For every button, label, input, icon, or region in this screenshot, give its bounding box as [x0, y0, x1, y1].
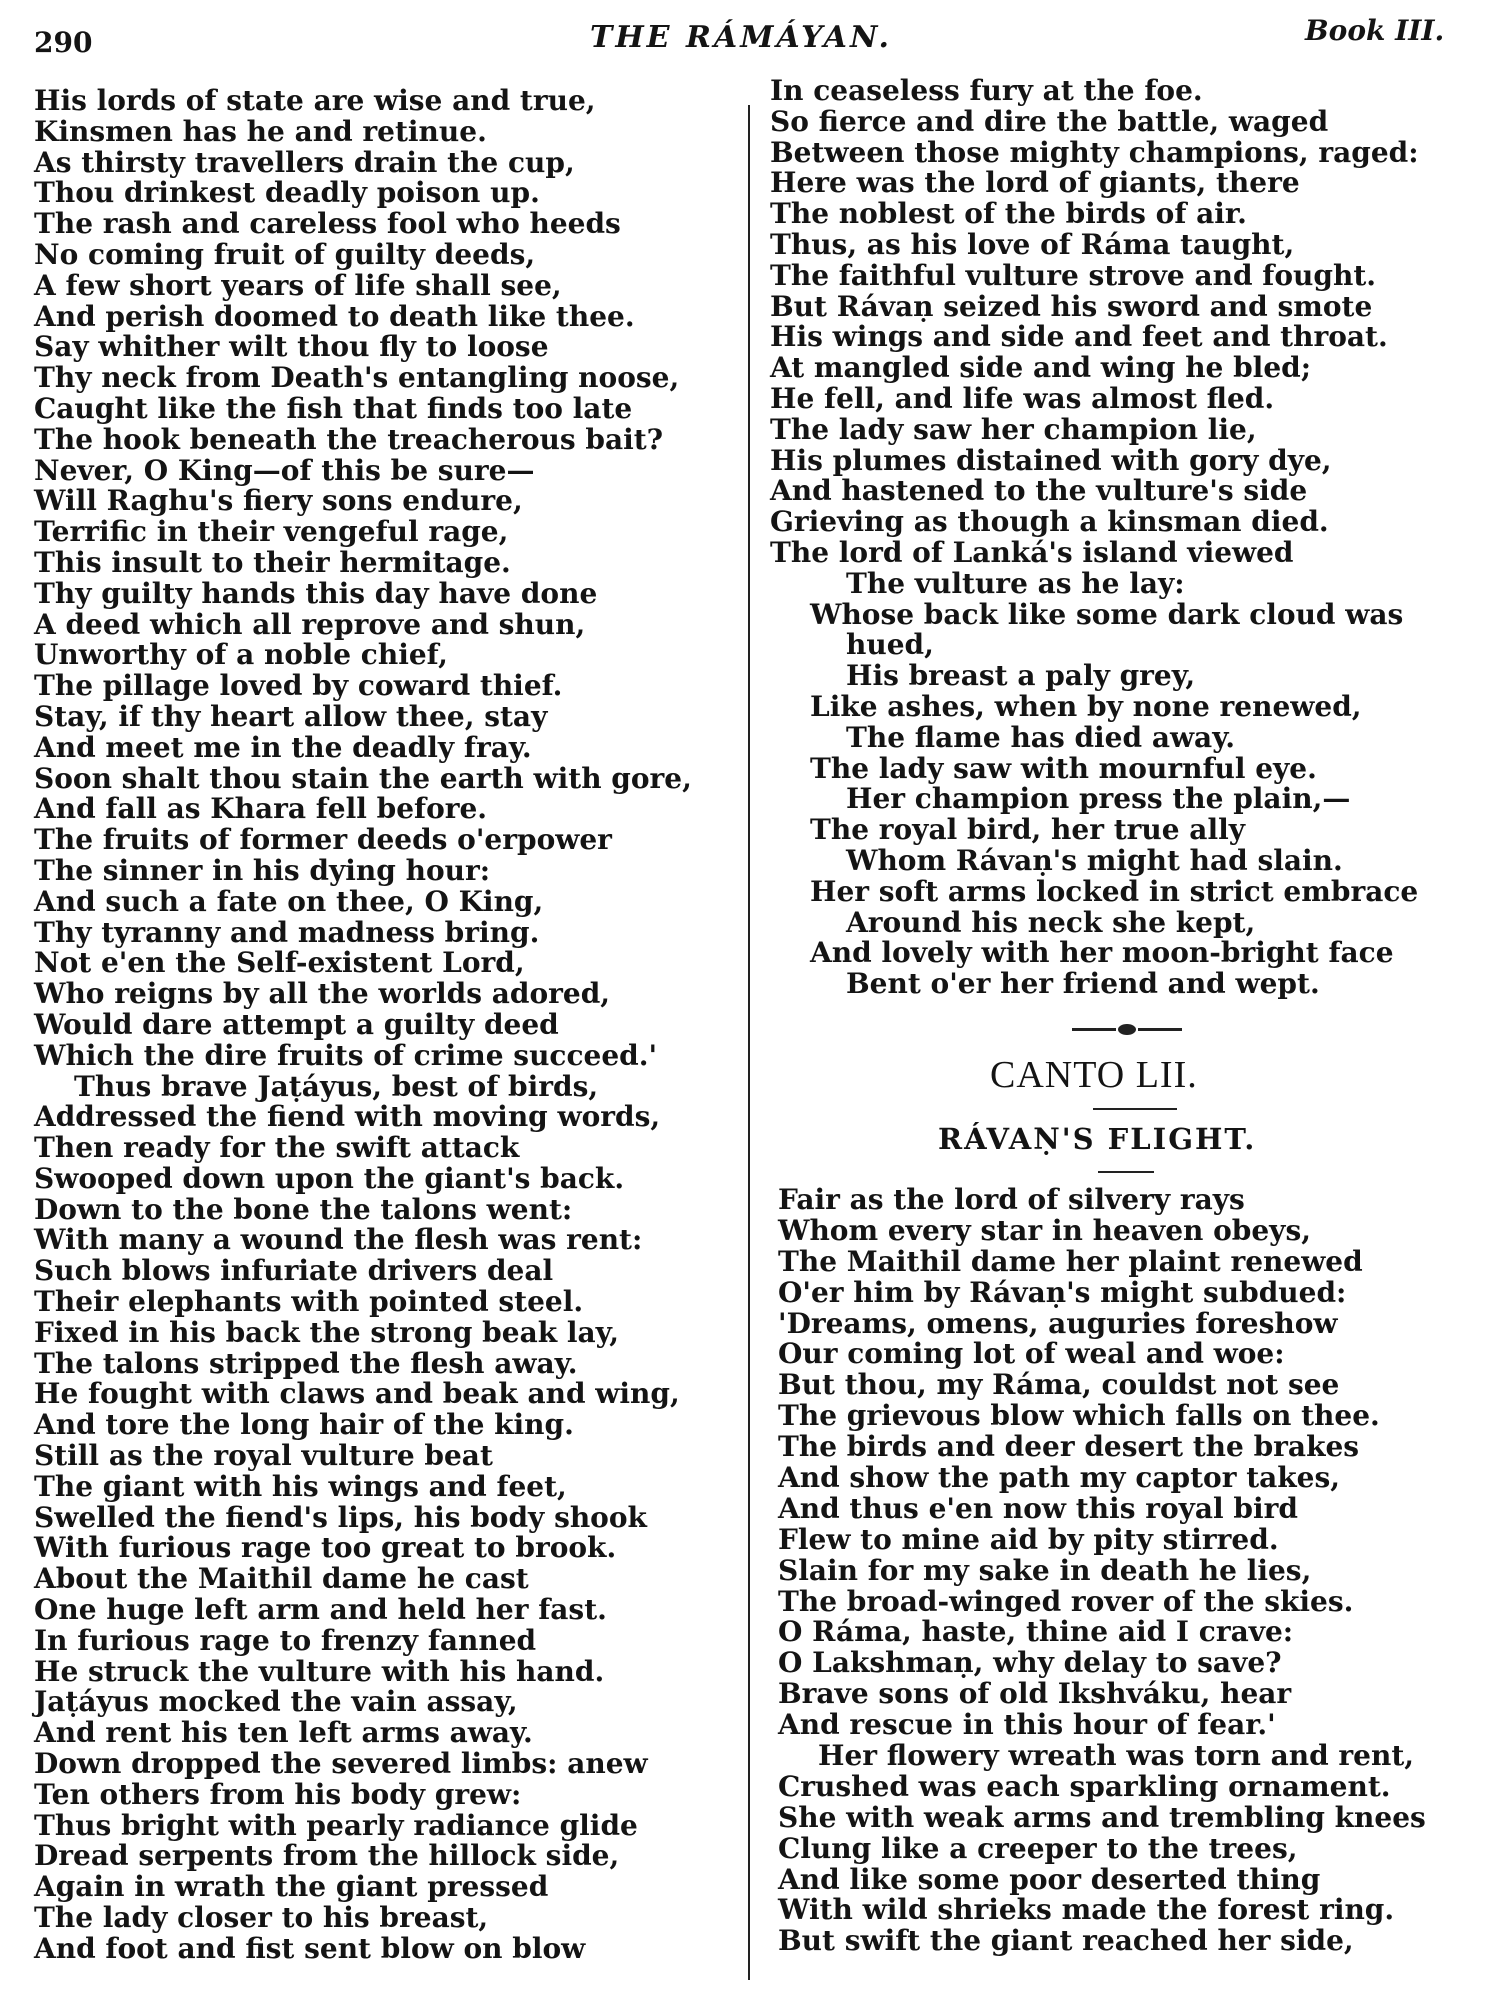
- canto-rule: [1093, 1108, 1177, 1110]
- verse-line: But swift the giant reached her side,: [778, 1924, 1354, 1958]
- verse-line: His lords of state are wise and true,: [34, 84, 596, 117]
- verse-line: He struck the vulture with his hand.: [34, 1654, 605, 1688]
- verse-line: The rash and careless fool who heeds: [34, 207, 621, 241]
- verse-line: His breast a paly grey,: [846, 659, 1196, 693]
- verse-line: And show the path my captor takes,: [778, 1461, 1340, 1495]
- verse-line: Kinsmen has he and retinue.: [34, 114, 487, 148]
- running-title: THE RÁMÁYAN.: [590, 20, 892, 55]
- book-label: Book III.: [1305, 14, 1445, 47]
- verse-line: He fell, and life was almost fled.: [770, 381, 1275, 415]
- verse-line: So fierce and dire the battle, waged: [770, 104, 1329, 138]
- canto-heading: CANTO LII.: [990, 1054, 1198, 1096]
- verse-line: The talons stripped the flesh away.: [34, 1346, 578, 1380]
- verse-line: This insult to their hermitage.: [34, 545, 511, 579]
- ornament-dot: [1118, 1024, 1136, 1035]
- page-number: 290: [34, 26, 93, 59]
- verse-line: And tore the long hair of the king.: [34, 1408, 574, 1442]
- verse-line: The lady saw with mournful eye.: [810, 751, 1317, 785]
- verse-line: Fair as the lord of silvery rays: [778, 1183, 1245, 1216]
- verse-line: The pillage loved by coward thief.: [34, 669, 563, 703]
- verse-line: The sinner in his dying hour:: [34, 853, 491, 887]
- section-rule: [1098, 1171, 1154, 1173]
- verse-line: With many a wound the flesh was rent:: [34, 1223, 643, 1257]
- verse-line: His wings and side and feet and throat.: [770, 320, 1388, 354]
- verse-line: He fought with claws and beak and wing,: [34, 1377, 680, 1411]
- verse-line: Terrific in their vengeful rage,: [34, 515, 509, 549]
- verse-line: And perish doomed to death like thee.: [34, 299, 635, 333]
- verse-line: The Maithil dame her plaint renewed: [778, 1244, 1363, 1278]
- verse-line: And such a fate on thee, O King,: [34, 884, 544, 918]
- verse-line: Addressed the fiend with moving words,: [34, 1100, 661, 1134]
- verse-line: Here was the lord of giants, there: [770, 166, 1300, 200]
- verse-line: O Ráma, haste, thine aid I crave:: [778, 1615, 1294, 1649]
- verse-line: One huge left arm and held her fast.: [34, 1593, 607, 1627]
- verse-line: Her soft arms locked in strict embrace: [810, 874, 1419, 908]
- verse-line: The lord of Lanká's island viewed: [770, 535, 1294, 569]
- verse-line: Crushed was each sparkling ornament.: [778, 1769, 1391, 1803]
- verse-line: She with weak arms and trembling knees: [778, 1800, 1426, 1834]
- verse-line: And like some poor deserted thing: [778, 1862, 1321, 1896]
- verse-line: The lady saw her champion lie,: [770, 412, 1257, 446]
- verse-line: And thus e'en now this royal bird: [778, 1491, 1298, 1525]
- verse-line: And rescue in this hour of fear.': [778, 1708, 1276, 1742]
- verse-line: Never, O King—of this be sure—: [34, 453, 535, 487]
- verse-line: Swelled the fiend's lips, his body shook: [34, 1500, 647, 1534]
- verse-line: Swooped down upon the giant's back.: [34, 1161, 625, 1195]
- verse-line: Thy tyranny and madness bring.: [34, 915, 540, 949]
- verse-line: But thou, my Ráma, couldst not see: [778, 1368, 1340, 1402]
- column-divider: [748, 105, 750, 1980]
- verse-line: Jaṭáyus mocked the vain assay,: [34, 1685, 518, 1719]
- verse-line: Thus brave Jaṭáyus, best of birds,: [74, 1069, 599, 1103]
- verse-line: Caught like the fish that finds too late: [34, 391, 633, 425]
- verse-line: Down dropped the severed limbs: anew: [34, 1747, 648, 1781]
- verse-line: Like ashes, when by none renewed,: [810, 689, 1362, 723]
- verse-line: Fixed in his back the strong beak lay,: [34, 1315, 619, 1349]
- verse-line: Say whither wilt thou fly to loose: [34, 330, 549, 364]
- verse-line: Thy guilty hands this day have done: [34, 576, 598, 610]
- verse-line: About the Maithil dame he cast: [34, 1562, 529, 1596]
- verse-line: With furious rage too great to brook.: [34, 1531, 617, 1565]
- verse-line: Brave sons of old Ikshváku, hear: [778, 1677, 1292, 1711]
- verse-line: Would dare attempt a guilty deed: [34, 1007, 559, 1041]
- verse-line: The vulture as he lay:: [846, 566, 1185, 600]
- verse-line: Whom Rávaṇ's might had slain.: [846, 843, 1343, 877]
- page-header: [0, 8, 1500, 68]
- verse-line: His plumes distained with gory dye,: [770, 443, 1332, 477]
- verse-line: Grieving as though a kinsman died.: [770, 505, 1329, 539]
- verse-line: The noblest of the birds of air.: [770, 197, 1247, 231]
- verse-line: The fruits of former deeds o'erpower: [34, 823, 612, 857]
- verse-line: Whose back like some dark cloud was: [810, 597, 1404, 631]
- left-column: [34, 86, 734, 1965]
- verse-line: The grievous blow which falls on thee.: [778, 1399, 1380, 1433]
- verse-line: And hastened to the vulture's side: [770, 474, 1308, 508]
- verse-line: And fall as Khara fell before.: [34, 792, 488, 826]
- verse-line: The hook beneath the treacherous bait?: [34, 422, 664, 456]
- verse-line: As thirsty travellers drain the cup,: [34, 145, 575, 179]
- verse-line: Between those mighty champions, raged:: [770, 135, 1419, 169]
- verse-line: Their elephants with pointed steel.: [34, 1285, 584, 1319]
- section-heading: RÁVAṆ'S FLIGHT.: [938, 1122, 1257, 1156]
- verse-line: Thus bright with pearly radiance glide: [34, 1808, 638, 1842]
- verse-line: 'Dreams, omens, auguries foreshow: [778, 1306, 1338, 1340]
- verse-line: Around his neck she kept,: [846, 905, 1256, 939]
- right-column-top: [770, 76, 1480, 1000]
- verse-line: Who reigns by all the worlds adored,: [34, 977, 611, 1011]
- verse-line: Flew to mine aid by pity stirred.: [778, 1522, 1279, 1556]
- verse-line: Bent o'er her friend and wept.: [846, 967, 1320, 1001]
- section-ornament: [1072, 1023, 1182, 1037]
- ornament-bar-left: [1072, 1028, 1116, 1031]
- ornament-bar-right: [1138, 1028, 1182, 1031]
- verse-line: The faithful vulture strove and fought.: [770, 258, 1377, 292]
- verse-line: Such blows infuriate drivers deal: [34, 1254, 554, 1288]
- verse-line: In furious rage to frenzy fanned: [34, 1623, 537, 1657]
- verse-line: Ten others from his body grew:: [34, 1777, 522, 1811]
- right-column-bottom: [778, 1185, 1488, 1957]
- verse-line: And meet me in the deadly fray.: [34, 730, 532, 764]
- verse-line: Will Raghu's fiery sons endure,: [34, 484, 523, 518]
- verse-line: The lady closer to his breast,: [34, 1901, 489, 1935]
- verse-line: With wild shrieks made the forest ring.: [778, 1893, 1395, 1927]
- verse-line: Still as the royal vulture beat: [34, 1439, 493, 1473]
- verse-line: The broad-winged rover of the skies.: [778, 1584, 1354, 1618]
- verse-line: hued,: [846, 628, 934, 662]
- verse-line: The flame has died away.: [846, 720, 1236, 754]
- verse-line: And foot and fist sent blow on blow: [34, 1931, 586, 1965]
- verse-line: The giant with his wings and feet,: [34, 1469, 567, 1503]
- verse-line: Clung like a creeper to the trees,: [778, 1831, 1298, 1865]
- verse-line: Whom every star in heaven obeys,: [778, 1213, 1311, 1247]
- verse-line: Thy neck from Death's entangling noose,: [34, 361, 680, 395]
- verse-line: Not e'en the Self-existent Lord,: [34, 946, 525, 980]
- verse-line: Which the dire fruits of crime succeed.': [34, 1038, 658, 1072]
- verse-line: Unworthy of a noble chief,: [34, 638, 448, 672]
- verse-line: O Lakshmaṇ, why delay to save?: [778, 1646, 1282, 1680]
- verse-line: And lovely with her moon-bright face: [810, 936, 1394, 970]
- verse-line: The birds and deer desert the brakes: [778, 1430, 1360, 1464]
- verse-line: Stay, if thy heart allow thee, stay: [34, 699, 548, 733]
- verse-line: Thus, as his love of Ráma taught,: [770, 227, 1295, 261]
- verse-line: Dread serpents from the hillock side,: [34, 1839, 620, 1873]
- verse-line: And rent his ten left arms away.: [34, 1716, 533, 1750]
- verse-line: The royal bird, her true ally: [810, 813, 1245, 847]
- verse-line: In ceaseless fury at the foe.: [770, 74, 1203, 107]
- verse-line: Her flowery wreath was torn and rent,: [818, 1739, 1414, 1773]
- verse-line: At mangled side and wing he bled;: [770, 351, 1312, 385]
- verse-line: No coming fruit of guilty deeds,: [34, 237, 536, 271]
- verse-line: Soon shalt thou stain the earth with gore,: [34, 761, 692, 795]
- verse-line: Then ready for the swift attack: [34, 1131, 520, 1165]
- verse-line: Down to the bone the talons went:: [34, 1192, 573, 1226]
- verse-line: A deed which all reprove and shun,: [34, 607, 586, 641]
- verse-line: Her champion press the plain,—: [846, 782, 1351, 816]
- verse-line: Again in wrath the giant pressed: [34, 1870, 549, 1904]
- verse-line: O'er him by Rávaṇ's might subdued:: [778, 1275, 1347, 1309]
- verse-line: But Rávaṇ seized his sword and smote: [770, 289, 1373, 323]
- verse-line: A few short years of life shall see,: [34, 268, 562, 302]
- verse-line: Our coming lot of weal and woe:: [778, 1337, 1285, 1371]
- verse-line: Slain for my sake in death he lies,: [778, 1553, 1312, 1587]
- verse-line: Thou drinkest deadly poison up.: [34, 176, 540, 210]
